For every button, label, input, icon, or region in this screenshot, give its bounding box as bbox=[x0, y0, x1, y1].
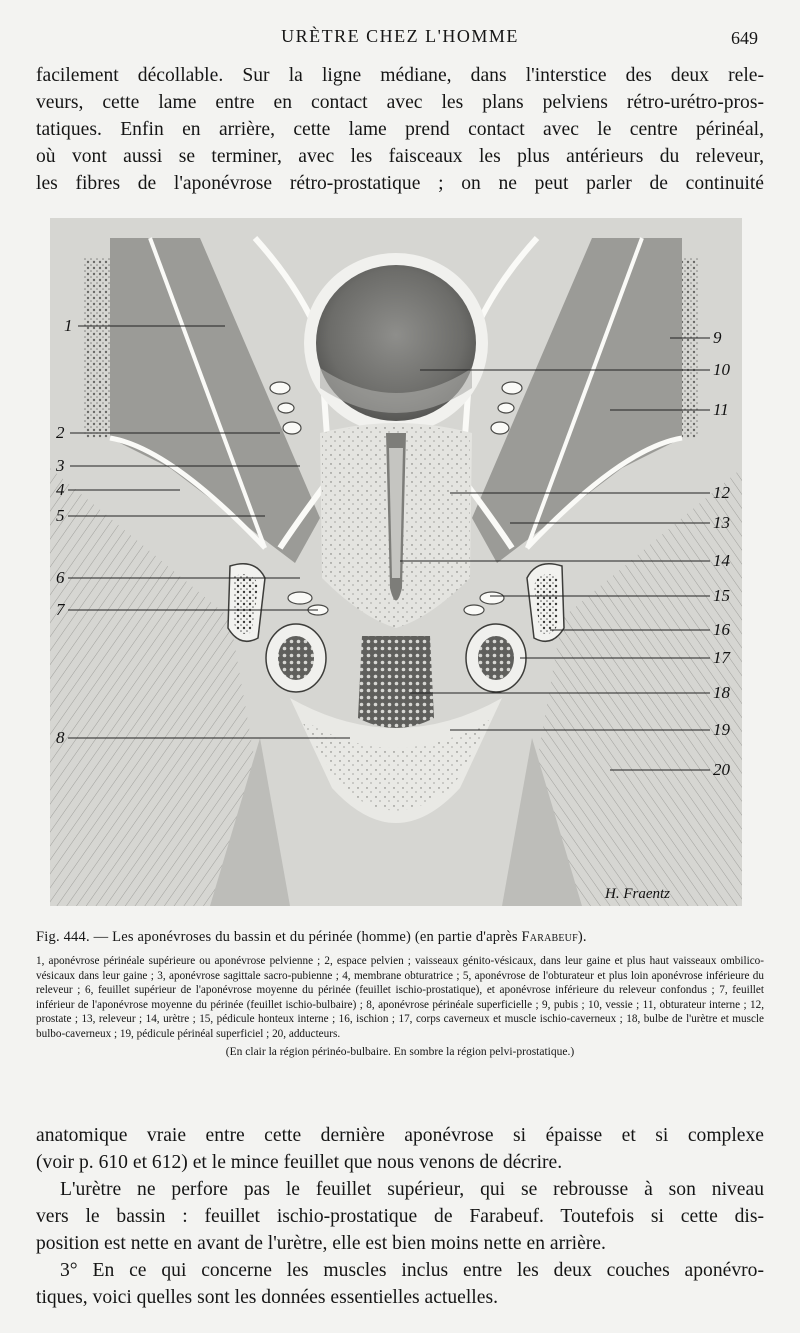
text-line: facilement décollable. Sur la ligne médiane, dans l'interstice des deux rele- bbox=[36, 65, 764, 86]
figure-label-8: 8 bbox=[56, 728, 65, 747]
text-line: veurs, cette lame entre en contact avec les plans pelviens rétro-urétro-pros- bbox=[36, 92, 764, 113]
caption-title bbox=[36, 929, 764, 946]
text-line: position est nette en avant de l'urètre, elle est bien moins nette en arrière. bbox=[36, 1233, 606, 1254]
figure-label-15: 15 bbox=[713, 586, 730, 605]
anatomical-illustration bbox=[50, 218, 742, 906]
figure-label-1: 1 bbox=[64, 316, 73, 335]
caption-title-end: ). bbox=[577, 929, 587, 945]
figure-label-3: 3 bbox=[56, 456, 65, 475]
caption-title-text: — Les aponévroses du bassin et du périnée (homme) (en partie d'après bbox=[89, 929, 522, 945]
caption-note: (En clair la région périnéo-bulbaire. En sombre la région pelvi-prostatique.) bbox=[225, 1045, 575, 1058]
bottom-paragraph bbox=[36, 1122, 764, 1311]
artist-signature: H. Fraentz bbox=[605, 886, 670, 902]
top-paragraph bbox=[36, 62, 764, 197]
figure-label-10: 10 bbox=[713, 360, 730, 379]
figure-label-12: 12 bbox=[713, 483, 730, 502]
caption-author: Farabeuf bbox=[521, 929, 578, 945]
text-line: 3° En ce qui concerne les muscles inclus entre les deux couches aponévro- bbox=[60, 1260, 764, 1281]
text-line: tiques, voici quelles sont les données essentielles actuelles. bbox=[36, 1287, 498, 1308]
page-header bbox=[0, 26, 800, 50]
figure-label-19: 19 bbox=[713, 720, 730, 739]
figure-label-18: 18 bbox=[713, 683, 730, 702]
figure-number: Fig. 444. bbox=[36, 929, 90, 945]
figure-label-5: 5 bbox=[56, 506, 65, 525]
figure-label-14: 14 bbox=[713, 551, 730, 570]
figure-label-13: 13 bbox=[713, 513, 730, 532]
page-number: 649 bbox=[731, 28, 758, 48]
figure-label-20: 20 bbox=[713, 760, 730, 779]
figure-label-16: 16 bbox=[713, 620, 730, 639]
figure-label-4: 4 bbox=[56, 480, 65, 499]
figure-caption bbox=[36, 929, 764, 1058]
text-line: les fibres de l'aponévrose rétro-prostatique ; on ne peut parler de continuité bbox=[36, 173, 764, 194]
text-line: (voir p. 610 et 612) et le mince feuillet que nous venons de décrire. bbox=[36, 1152, 563, 1173]
text-line: vers le bassin : feuillet ischio-prostatique de Farabeuf. Toutefois si cette dis- bbox=[36, 1206, 764, 1227]
figure-label-9: 9 bbox=[713, 328, 722, 347]
running-title: URÈTRE CHEZ L'HOMME bbox=[281, 26, 519, 46]
text-line: où vont aussi se terminer, avec les faisceaux les plus antérieurs du releveur, bbox=[36, 146, 764, 167]
figure-label-6: 6 bbox=[56, 568, 65, 587]
figure-label-2: 2 bbox=[56, 423, 65, 442]
text-line: tatiques. Enfin en arrière, cette lame prend contact avec le centre périnéal, bbox=[36, 119, 764, 140]
figure-label-7: 7 bbox=[56, 600, 65, 619]
caption-legend: 1, aponévrose périnéale supérieure ou aponévrose pelvienne ; 2, espace pelvien ; vaisseaux génito-vésicaux, dans leur gaine et plus haut vaisseaux ombilico-vésicaux dans leur gaine ; 3, aponévrose sagittale sacro-pubienne ; 4, membrane obturatrice ; 5, aponévrose de l'obturateur et plus loin aponévrose inférieure du releveur ; 6, feuillet supérieur de l'aponévrose moyenne du périnée (feuillet ischio-prostatique), et aponévrose inférieure du releveur confondus ; 7, feuillet inférieur de l'aponévrose moyenne du périnée (feuillet ischio-bulbaire) ; 8, aponévrose périnéale superficielle ; 9, pubis ; 10, vessie ; 11, obturateur interne ; 12, prostate ; 13, releveur ; 14, urètre ; 15, pédicule honteux interne ; 16, ischion ; 17, corps caverneux et muscle ischio-caverneux ; 18, bulbe de l'urètre et muscle bulbo-caverneux ; 19, pédicule périnéal superficiel ; 20, adducteurs. bbox=[36, 955, 764, 1040]
text-line: anatomique vraie entre cette dernière aponévrose si épaisse et si complexe bbox=[36, 1125, 764, 1146]
figure-label-17: 17 bbox=[713, 648, 730, 667]
figure-label-11: 11 bbox=[713, 400, 729, 419]
text-line: L'urètre ne perfore pas le feuillet supérieur, qui se rebrousse à son niveau bbox=[60, 1179, 764, 1200]
